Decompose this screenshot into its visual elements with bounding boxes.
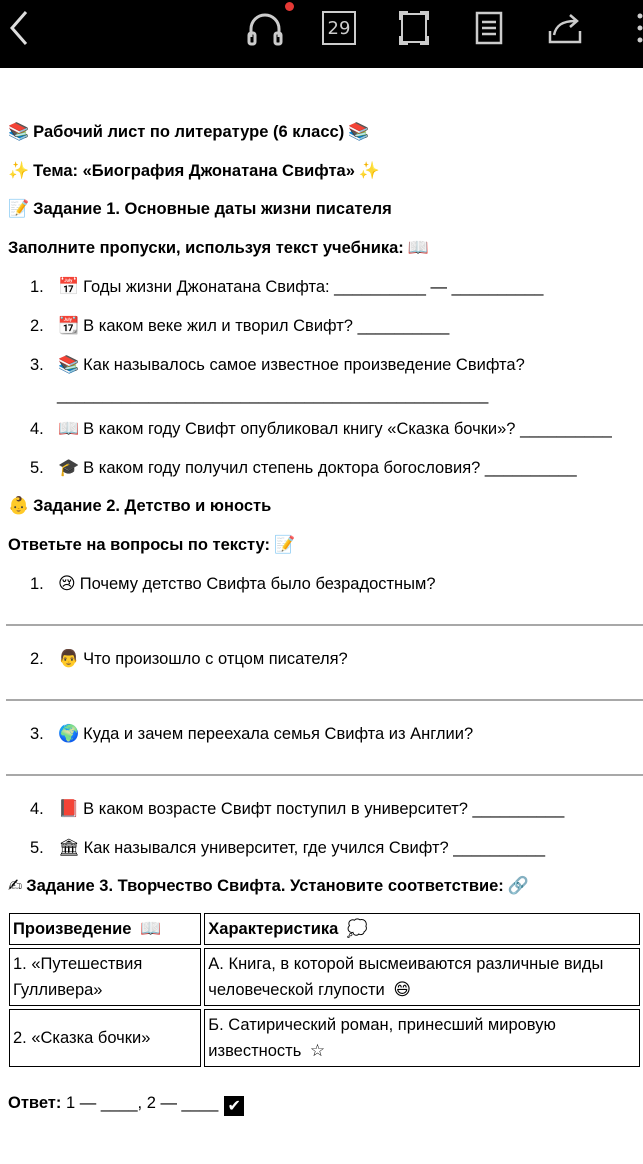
task1-heading: 📝 Задание 1. Основные даты жизни писателя	[8, 199, 392, 219]
task1-item-5: 5. 🎓 В каком году получил степень доктора богословия? __________	[30, 458, 577, 478]
task1-item-3-blank: _______________________________________________	[57, 386, 489, 404]
man-icon: 👨	[58, 649, 80, 669]
sad-face-icon: 😢	[58, 574, 76, 594]
table-cell-work: 1. «Путешествия Гулливера»	[9, 948, 201, 1006]
books-icon: 📚	[8, 122, 30, 142]
star-icon: ☆	[309, 1041, 326, 1061]
task2-heading: 👶 Задание 2. Детство и юность	[8, 496, 272, 516]
page-number: 29	[327, 17, 351, 39]
calendar-icon: 📆	[58, 316, 80, 336]
document-page	[0, 68, 643, 1164]
reader-toolbar	[0, 0, 643, 68]
writing-hand-icon: ✍	[8, 876, 23, 896]
calendar-icon: 📅	[58, 277, 80, 297]
check-icon: ✔	[224, 1096, 244, 1116]
worksheet-topic: ✨ Тема: «Биография Джонатана Свифта» ✨	[8, 161, 381, 181]
share-icon[interactable]	[545, 8, 585, 48]
globe-icon: 🌍	[58, 724, 80, 744]
task3-heading: ✍ Задание 3. Творчество Свифта. Установите соответствие: 🔗	[8, 876, 529, 896]
sparkle-icon: ✨	[358, 161, 381, 181]
task1-instruction: Заполните пропуски, используя текст учебника: 📖	[8, 238, 429, 258]
graduation-cap-icon: 🎓	[58, 458, 80, 478]
task2-instruction: Ответьте на вопросы по тексту: 📝	[8, 535, 296, 555]
books-icon: 📚	[348, 122, 370, 142]
task1-item-1: 1. 📅 Годы жизни Джонатана Свифта: __________ — __________	[30, 277, 544, 297]
document-icon[interactable]	[469, 8, 509, 48]
university-icon: 🏛	[58, 838, 80, 858]
task1-item-2: 2. 📆 В каком веке жил и творил Свифт? __________	[30, 316, 450, 336]
task2-item-2: 2. 👨 Что произошло с отцом писателя?	[30, 649, 348, 669]
task2-item-5: 5. 🏛 Как назывался университет, где учился Свифт? __________	[30, 838, 546, 858]
link-icon: 🔗	[507, 876, 529, 896]
matching-table	[6, 910, 643, 1070]
table-cell-description: Б. Сатирический роман, принесший мировую известность ☆	[204, 1009, 640, 1067]
table-cell-description: А. Книга, в которой высмеиваются различные виды человеческой глупости 😄	[204, 948, 640, 1006]
table-row	[9, 948, 640, 1006]
open-book-icon: 📖	[407, 238, 429, 258]
worksheet-title: 📚 Рабочий лист по литературе (6 класс) 📚	[8, 122, 370, 142]
speech-bubble-icon: 💭	[346, 919, 369, 939]
answer-line	[6, 699, 643, 701]
open-book-icon: 📖	[140, 919, 162, 939]
task1-item-3: 3. 📚 Как называлось самое известное произведение Свифта?	[30, 355, 525, 375]
memo-icon: 📝	[273, 535, 296, 555]
books-icon: 📚	[58, 355, 80, 375]
chevron-left-icon[interactable]	[0, 8, 40, 48]
answer-line	[6, 774, 643, 776]
table-header-row	[9, 913, 640, 945]
task2-item-3: 3. 🌍 Куда и зачем переехала семья Свифта из Англии?	[30, 724, 474, 744]
table-header-description: Характеристика 💭	[204, 913, 640, 945]
task1-item-4: 4. 📖 В каком году Свифт опубликовал книгу «Сказка бочки»? __________	[30, 419, 612, 439]
task2-item-1: 1. 😢 Почему детство Свифта было безрадостным?	[30, 574, 436, 594]
fullscreen-icon[interactable]	[394, 8, 434, 48]
open-book-icon: 📖	[58, 419, 80, 439]
task2-item-4: 4. 📕 В каком возрасте Свифт поступил в университет? __________	[30, 799, 565, 819]
table-cell-work: 2. «Сказка бочки»	[9, 1009, 201, 1067]
grinning-face-icon: 😄	[393, 980, 412, 1000]
table-header-work: Произведение 📖	[9, 913, 201, 945]
memo-icon: 📝	[8, 199, 30, 219]
table-row	[9, 1009, 640, 1067]
baby-icon: 👶	[8, 496, 30, 516]
headphones-icon[interactable]	[245, 8, 285, 48]
answer-line	[6, 624, 643, 626]
page-number-button[interactable]	[319, 8, 359, 48]
sparkle-icon: ✨	[8, 161, 30, 181]
notification-dot	[285, 2, 294, 11]
answer-line-task3: Ответ: 1 — ____, 2 — ____ ✔	[8, 1092, 244, 1116]
book-icon: 📕	[58, 799, 80, 819]
more-icon[interactable]	[620, 8, 643, 48]
